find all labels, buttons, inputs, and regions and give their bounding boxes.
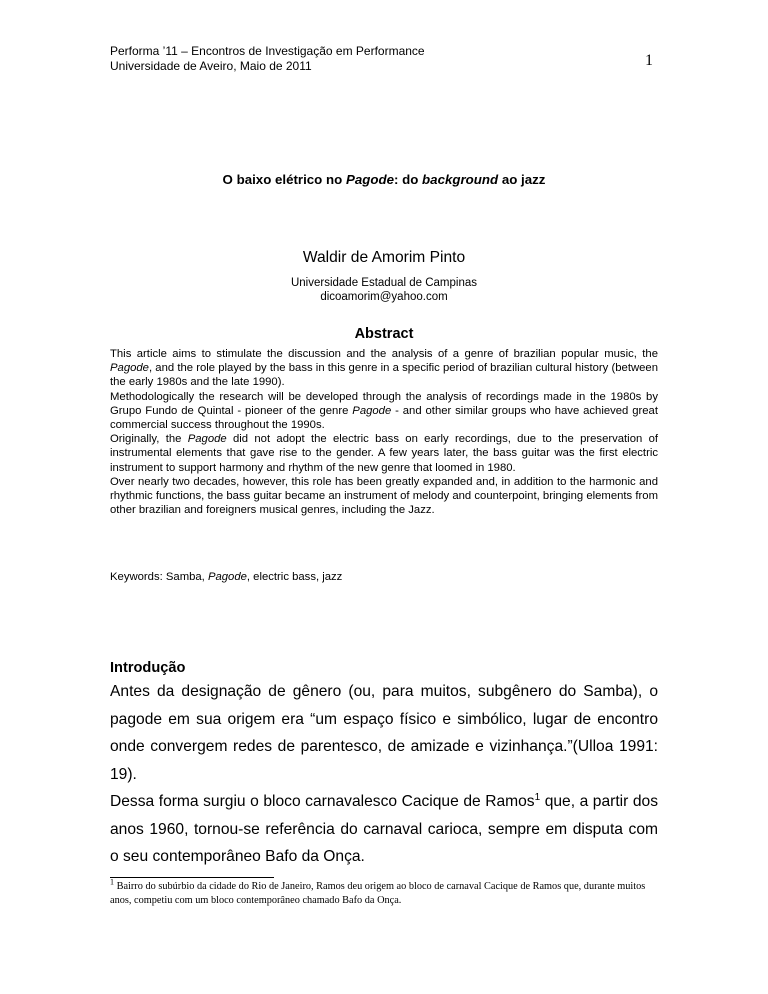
title-part: O baixo elétrico no xyxy=(222,172,346,187)
text: - and other similar groups who have achieved great commercial success throughout the 1990s. xyxy=(110,404,658,432)
section-heading-introduction: Introdução xyxy=(110,660,186,676)
body-paragraph xyxy=(110,788,658,871)
text: Methodologically the research will be developed through the analysis of recordings made in the 1980s by Grupo Fundo de Quintal - pioneer of the genre xyxy=(110,390,658,417)
abstract-paragraph xyxy=(110,347,658,390)
page-number: 1 xyxy=(645,52,653,69)
title-italic: Pagode xyxy=(345,172,394,187)
introduction-body xyxy=(110,678,658,871)
text: Dessa forma surgiu o bloco carnavalesco Cacique de Ramos xyxy=(110,793,535,810)
text: , and the role played by the bass in this genre in a specific period of brazilian cultural history (between the early 1980s and the late 1990). xyxy=(110,362,658,389)
italic-term: Pagode xyxy=(110,362,149,375)
title-italic: background xyxy=(422,172,499,187)
text: , electric bass, jazz xyxy=(246,571,343,583)
footnote xyxy=(110,877,658,908)
abstract-paragraph xyxy=(110,390,658,433)
footnote-separator xyxy=(110,877,274,878)
text: did not adopt the electric bass on early recordings, due to the preservation of instrumental elements that gave rise to the gender. A few years later, the bass guitar was the first electric instrument to support harmony and rhythm of the new genre that loomed in 1980. xyxy=(110,433,658,474)
abstract-paragraph: Over nearly two decades, however, this role has been greatly expanded and, in addition to the harmonic and rhythmic functions, the bass guitar became an instrument of melody and counterpoint, bringing elements from other brazilian and foreigners musical genres, including the Jazz. xyxy=(110,475,658,517)
text: que, a partir dos anos 1960, tornou-se referência do carnaval carioca, sempre em disputa com o seu contemporâneo Bafo da Onça. xyxy=(110,793,658,865)
affiliation: Universidade Estadual de Campinas xyxy=(290,277,478,289)
italic-term: Pagode xyxy=(207,571,247,583)
title-part: : do xyxy=(393,172,423,187)
text: Originally, the xyxy=(110,433,188,446)
running-header xyxy=(110,44,425,74)
italic-term: Pagode xyxy=(187,433,227,446)
header-venue: Universidade de Aveiro, Maio de 2011 xyxy=(110,59,312,73)
footnote-text: Bairro do subúrbio da cidade do Rio de Janeiro, Ramos deu origem ao bloco de carnaval Cacique de Ramos que, durante muitos anos, competiu com um bloco contemporâneo chamado Bafo da Onça. xyxy=(110,881,646,906)
abstract-body xyxy=(110,347,658,517)
title-part: ao jazz xyxy=(498,172,546,187)
header-conference: Performa ’11 – Encontros de Investigação em Performance xyxy=(110,44,425,58)
author-affiliation-block xyxy=(110,276,658,304)
abstract-heading: Abstract xyxy=(354,326,414,342)
keywords xyxy=(110,571,342,583)
abstract-paragraph xyxy=(110,432,658,475)
paper-title xyxy=(110,172,658,187)
author-email: dicoamorim@yahoo.com xyxy=(320,291,448,303)
footnote-reference[interactable]: 1 xyxy=(534,791,541,803)
body-paragraph: Antes da designação de gênero (ou, para muitos, subgênero do Samba), o pagode em sua origem era “um espaço físico e simbólico, lugar de encontro onde convergem redes de parentesco, de amizade e vizinhança.”(Ulloa 1991: 19). xyxy=(110,683,658,783)
text: Keywords: Samba, xyxy=(110,571,208,583)
text: This article aims to stimulate the discussion and the analysis of a genre of brazilian popular music, the xyxy=(110,348,658,360)
footnote-mark: 1 xyxy=(110,877,114,887)
italic-term: Pagode xyxy=(352,404,392,417)
author-name: Waldir de Amorim Pinto xyxy=(302,249,466,266)
